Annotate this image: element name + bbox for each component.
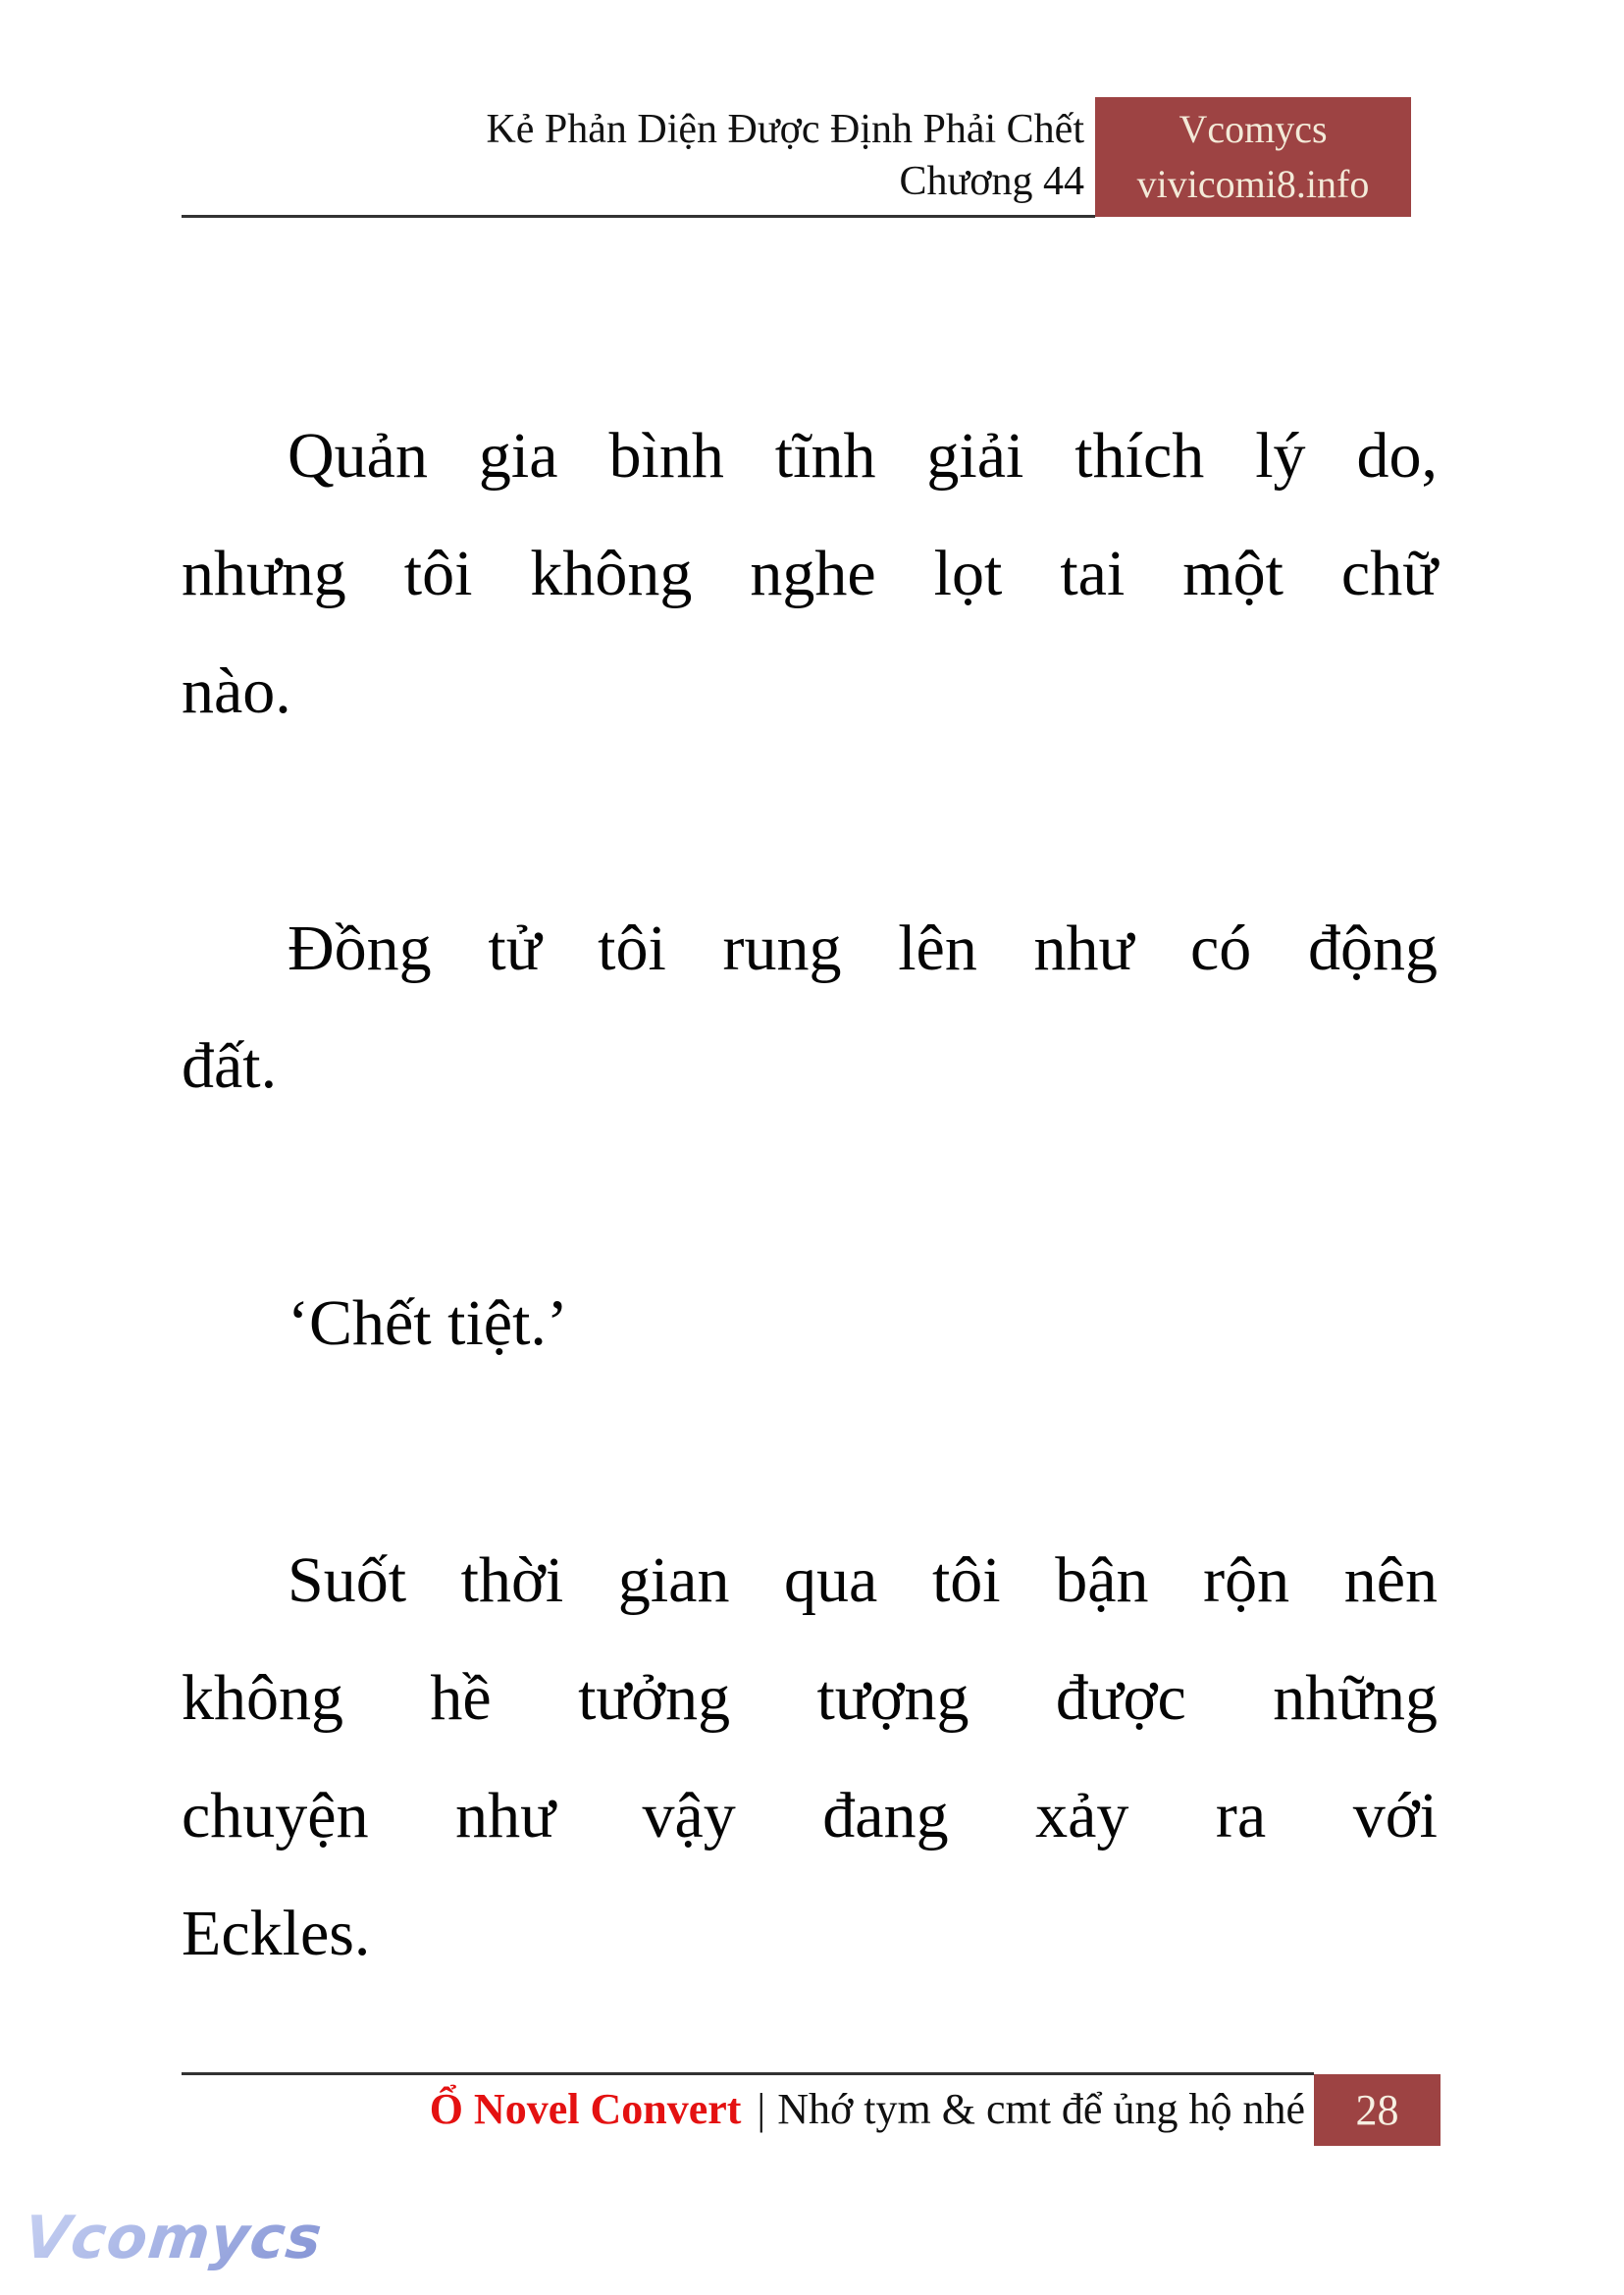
- footer-bar: [430, 2084, 1305, 2135]
- paragraph: [182, 1522, 1438, 1993]
- brand-box: [1095, 97, 1411, 217]
- chapter-label: Chương 44: [899, 159, 1084, 204]
- text-line: ‘Chết tiệt.’: [288, 1287, 568, 1359]
- text-line: Quản gia bình tĩnh giải thích lý do,: [288, 420, 1438, 492]
- body-text: [182, 397, 1438, 1993]
- text-line: đất.: [182, 1030, 278, 1102]
- footer-divider: [182, 2072, 1314, 2075]
- text-line: Đồng tử tôi rung lên như có động: [288, 913, 1438, 984]
- watermark-logo: Vcomycs: [21, 2204, 326, 2272]
- header-divider: [182, 215, 1095, 218]
- text-line: chuyện như vậy đang xảy ra với: [182, 1780, 1438, 1852]
- footer-brand: Ổ Novel Convert: [429, 2085, 742, 2133]
- text-line: nào.: [182, 655, 291, 727]
- footer-separator: |: [757, 2085, 766, 2133]
- brand-site: vivicomi8.info: [1136, 162, 1370, 206]
- paragraph: [182, 890, 1438, 1125]
- page-number-badge: [1314, 2074, 1441, 2146]
- paragraph: [182, 1265, 1438, 1382]
- header-title-block: [486, 104, 1084, 208]
- text-line: không hề tưởng tượng được những: [182, 1662, 1438, 1734]
- footer-note: Nhớ tym & cmt để ủng hộ nhé: [777, 2085, 1305, 2133]
- brand-name: Vcomycs: [1179, 107, 1328, 151]
- page-number: 28: [1355, 2086, 1399, 2134]
- series-title: Kẻ Phản Diện Được Định Phải Chết: [486, 107, 1084, 152]
- text-line: nhưng tôi không nghe lọt tai một chữ: [182, 538, 1438, 609]
- paragraph: [182, 397, 1438, 751]
- text-line: Eckles.: [182, 1898, 371, 1969]
- text-line: Suốt thời gian qua tôi bận rộn nên: [288, 1544, 1438, 1616]
